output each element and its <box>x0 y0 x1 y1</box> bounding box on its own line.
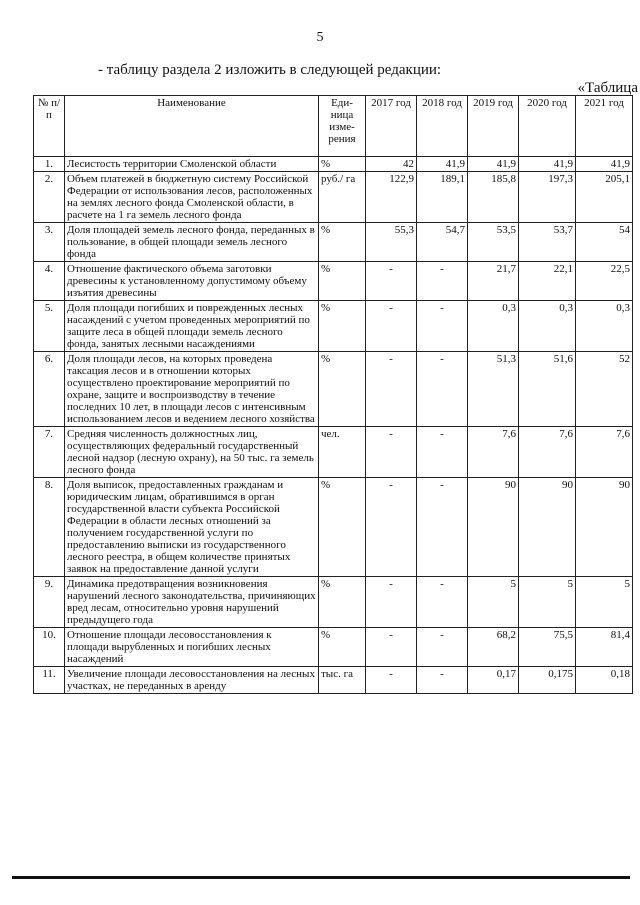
header-name: Наименование <box>65 96 319 157</box>
table-row <box>34 172 633 223</box>
row-2018: 41,9 <box>417 157 468 172</box>
row-2017: - <box>366 667 417 694</box>
table-row <box>34 352 633 427</box>
row-2019: 7,6 <box>468 427 519 478</box>
row-2018: - <box>417 478 468 577</box>
row-2021: 41,9 <box>576 157 633 172</box>
row-2017: - <box>366 262 417 301</box>
row-2017: - <box>366 478 417 577</box>
row-2017: - <box>366 427 417 478</box>
header-2018: 2018 год <box>417 96 468 157</box>
row-unit: руб./ га <box>319 172 366 223</box>
table-body <box>34 157 633 694</box>
row-name: Доля площади лесов, на которых проведена таксация лесов и в отношении которых осуществлено проектирование мероприятий по охране, защите и воспроизводству в течение последних 10 лет, в площади лесов с интенсивным использованием лесов и ведением лесного хозяйства <box>65 352 319 427</box>
row-number: 4. <box>34 262 65 301</box>
row-2019: 53,5 <box>468 223 519 262</box>
bottom-rule <box>12 876 630 879</box>
row-2018: - <box>417 628 468 667</box>
row-2017: - <box>366 577 417 628</box>
row-number: 6. <box>34 352 65 427</box>
row-unit: чел. <box>319 427 366 478</box>
row-name: Доля площадей земель лесного фонда, переданных в пользование, в общей площади земель лесного фонда <box>65 223 319 262</box>
row-unit: % <box>319 577 366 628</box>
row-2019: 185,8 <box>468 172 519 223</box>
row-name: Доля площади погибших и поврежденных лесных насаждений с учетом проведенных мероприятий по защите леса в общей площади земель лесного фонда, занятых лесными насаждениями <box>65 301 319 352</box>
row-unit: % <box>319 352 366 427</box>
row-name: Отношение площади лесовосстановления к площади вырубленных и погибших лесных насаждений <box>65 628 319 667</box>
row-number: 3. <box>34 223 65 262</box>
row-number: 9. <box>34 577 65 628</box>
table-caption: «Таблица <box>577 80 638 96</box>
row-2021: 81,4 <box>576 628 633 667</box>
row-2018: 189,1 <box>417 172 468 223</box>
row-2020: 7,6 <box>519 427 576 478</box>
row-unit: % <box>319 478 366 577</box>
indicators-table <box>33 95 633 694</box>
header-unit: Еди-ница изме-рения <box>319 96 366 157</box>
page-number: 5 <box>316 30 324 45</box>
row-unit: тыс. га <box>319 667 366 694</box>
row-name: Динамика предотвращения возникновения нарушений лесного законодательства, причиняющих вред лесам, относительно уровня нарушений предыдущего года <box>65 577 319 628</box>
row-2017: 42 <box>366 157 417 172</box>
table-row <box>34 667 633 694</box>
table-row <box>34 628 633 667</box>
row-2018: - <box>417 352 468 427</box>
row-2021: 22,5 <box>576 262 633 301</box>
row-2020: 51,6 <box>519 352 576 427</box>
row-name: Средняя численность должностных лиц, осуществляющих федеральный государственный лесной надзор (лесную охрану), на 50 тыс. га земель лесного фонда <box>65 427 319 478</box>
table-row <box>34 262 633 301</box>
row-2020: 0,175 <box>519 667 576 694</box>
row-2017: - <box>366 352 417 427</box>
row-name: Доля выписок, предоставленных гражданам и юридическим лицам, обратившимся в орган государственной власти субъекта Российской Федерации в области лесных отношений за получением государственной услуги по предоставлению выписки из государственного лесного реестра, в общем количестве принятых заявок на предоставление данной услуги <box>65 478 319 577</box>
row-2019: 68,2 <box>468 628 519 667</box>
row-2020: 0,3 <box>519 301 576 352</box>
row-2017: - <box>366 301 417 352</box>
row-number: 1. <box>34 157 65 172</box>
row-2019: 51,3 <box>468 352 519 427</box>
row-2019: 41,9 <box>468 157 519 172</box>
row-2019: 0,17 <box>468 667 519 694</box>
row-unit: % <box>319 301 366 352</box>
table-row <box>34 301 633 352</box>
row-unit: % <box>319 223 366 262</box>
row-2020: 75,5 <box>519 628 576 667</box>
table-row <box>34 223 633 262</box>
row-2021: 0,3 <box>576 301 633 352</box>
row-name: Увеличение площади лесовосстановления на лесных участках, не переданных в аренду <box>65 667 319 694</box>
row-2018: 54,7 <box>417 223 468 262</box>
row-2021: 52 <box>576 352 633 427</box>
row-2021: 7,6 <box>576 427 633 478</box>
row-2019: 21,7 <box>468 262 519 301</box>
row-2017: - <box>366 628 417 667</box>
row-2019: 0,3 <box>468 301 519 352</box>
header-2017: 2017 год <box>366 96 417 157</box>
header-2020: 2020 год <box>519 96 576 157</box>
row-number: 2. <box>34 172 65 223</box>
row-number: 11. <box>34 667 65 694</box>
intro-text: - таблицу раздела 2 изложить в следующей редакции: <box>98 62 442 78</box>
row-name: Отношение фактического объема заготовки древесины к установленному допустимому объему изъятия древесины <box>65 262 319 301</box>
table-row <box>34 427 633 478</box>
row-2020: 53,7 <box>519 223 576 262</box>
row-2019: 5 <box>468 577 519 628</box>
table-row <box>34 157 633 172</box>
row-2018: - <box>417 262 468 301</box>
row-name: Объем платежей в бюджетную систему Российской Федерации от использования лесов, расположенных на землях лесного фонда Смоленской области, в расчете на 1 га земель лесного фонда <box>65 172 319 223</box>
table-row <box>34 478 633 577</box>
row-2020: 197,3 <box>519 172 576 223</box>
row-2020: 5 <box>519 577 576 628</box>
row-2021: 5 <box>576 577 633 628</box>
row-2020: 41,9 <box>519 157 576 172</box>
row-name: Лесистость территории Смоленской области <box>65 157 319 172</box>
row-2021: 0,18 <box>576 667 633 694</box>
row-2018: - <box>417 301 468 352</box>
row-2018: - <box>417 667 468 694</box>
row-number: 7. <box>34 427 65 478</box>
table-header-row <box>34 96 633 157</box>
header-num: № п/п <box>34 96 65 157</box>
row-2018: - <box>417 577 468 628</box>
row-2020: 90 <box>519 478 576 577</box>
row-unit: % <box>319 157 366 172</box>
row-2020: 22,1 <box>519 262 576 301</box>
row-unit: % <box>319 262 366 301</box>
row-number: 5. <box>34 301 65 352</box>
row-2017: 55,3 <box>366 223 417 262</box>
header-2021: 2021 год <box>576 96 633 157</box>
row-2018: - <box>417 427 468 478</box>
row-2021: 54 <box>576 223 633 262</box>
row-2021: 205,1 <box>576 172 633 223</box>
row-2017: 122,9 <box>366 172 417 223</box>
row-2019: 90 <box>468 478 519 577</box>
row-2021: 90 <box>576 478 633 577</box>
row-unit: % <box>319 628 366 667</box>
row-number: 8. <box>34 478 65 577</box>
table-row <box>34 577 633 628</box>
header-2019: 2019 год <box>468 96 519 157</box>
row-number: 10. <box>34 628 65 667</box>
